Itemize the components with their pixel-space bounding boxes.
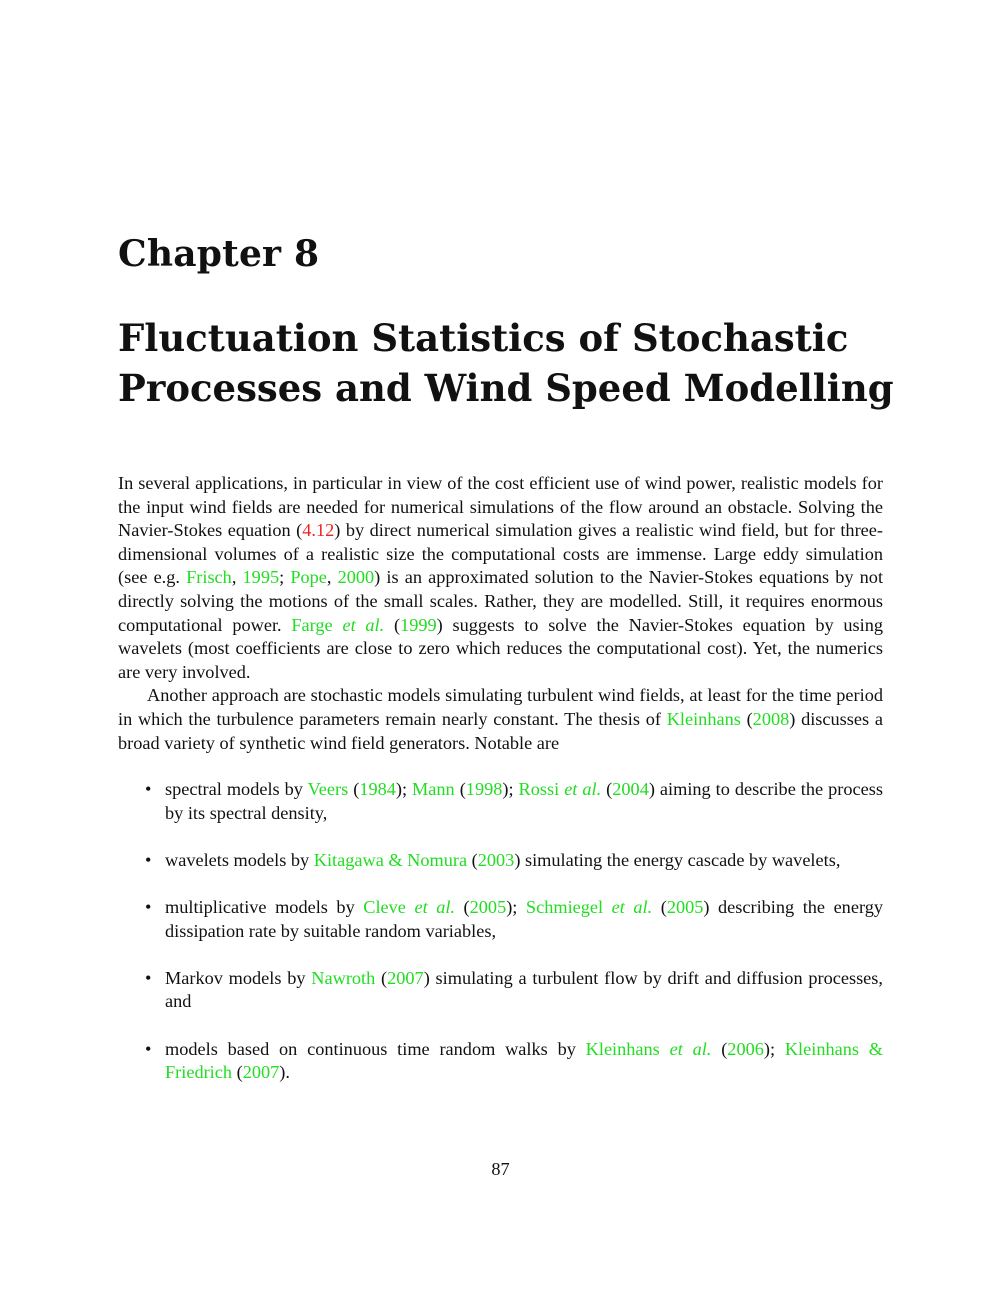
citation-link-nawroth[interactable]: Nawroth [311, 967, 376, 988]
text-run: ) is an approximated solution to the Navier-Stokes equations by not directly solving the motions of the small scales. Rather, they are modelled. Still, it requires enormous computational power. [118, 567, 884, 635]
text-run: ( [601, 779, 613, 800]
et-al: et al. [414, 897, 455, 918]
bullet-icon: • [145, 779, 152, 800]
citation-link-pope-year[interactable]: 2000 [337, 567, 375, 588]
citation-link-kleinhans-etal-year[interactable]: 2006 [727, 1038, 764, 1059]
bullet-icon: • [145, 897, 152, 918]
citation-link-mann[interactable]: Mann [412, 779, 455, 800]
text-run: , [231, 567, 243, 588]
bullet-icon: • [145, 849, 152, 870]
text-run: ( [384, 614, 401, 635]
text-run: ( [711, 1038, 728, 1059]
citation-link-rossi-year[interactable]: 2004 [612, 779, 649, 800]
et-al: et al. [342, 614, 385, 635]
citation-link-veers-year[interactable]: 1984 [359, 779, 396, 800]
citation-link-farge[interactable] [291, 615, 384, 635]
bullet-list [118, 778, 883, 1085]
text-run: ) simulating a turbulent flow by drift and diffusion processes, and [165, 967, 883, 1012]
list-item [118, 849, 883, 873]
text-run: ( [375, 967, 388, 988]
citation-link-kleinhans-etal[interactable] [586, 1039, 712, 1059]
text-run: ); [506, 897, 526, 918]
text-run: models based on continuous time random walks by [165, 1038, 586, 1059]
text-run: ; [279, 567, 291, 588]
text-run: ). [279, 1062, 290, 1083]
et-al: et al. [669, 1038, 712, 1059]
text-run: ) aiming to describe the process by its spectral density, [165, 779, 883, 823]
text-run: ) discusses a broad variety of synthetic wind field generators. Notable are [118, 708, 883, 753]
citation-link-veers[interactable]: Veers [307, 779, 349, 800]
text-run: multiplicative models by [165, 897, 364, 918]
text-run: ( [348, 779, 360, 800]
text-run: spectral models by [165, 779, 308, 800]
body-text [118, 472, 883, 1108]
list-item [118, 896, 883, 943]
list-item [118, 967, 883, 1014]
text-run: ( [652, 897, 667, 918]
citation-link-cleve-year[interactable]: 2005 [469, 897, 507, 918]
citation-link-kleinhans-friedrich[interactable]: Kleinhans & Friedrich [165, 1038, 883, 1083]
citation-link-kleinhans[interactable]: Kleinhans [666, 708, 741, 729]
text-run: ( [232, 1062, 243, 1083]
text-run: ); [763, 1038, 785, 1059]
et-al: et al. [611, 897, 653, 918]
list-item [118, 1038, 883, 1085]
chapter-title-line-2: Processes and Wind Speed Modelling [118, 366, 894, 410]
text-run: In several applications, in particular in view of the cost efficient use of wind power, realistic models for the input wind fields are needed for numerical simulations of the flow around an obstacle. Solving the Navier-Stokes equation ( [118, 473, 883, 541]
citation-link-mann-year[interactable]: 1998 [465, 779, 503, 800]
citation-link-frisch-year[interactable]: 1995 [242, 567, 280, 588]
page [118, 0, 894, 1294]
paragraph-1 [118, 472, 883, 684]
citation-link-kitagawa-nomura[interactable]: Kitagawa & Nomura [313, 849, 468, 870]
text-run: ) by direct numerical simulation gives a realistic wind field, but for three-dimensional volumes of a realistic size the computational costs are immense. Large eddy simulation (see e.g. [118, 520, 883, 588]
citation-author: Schmiegel [525, 897, 604, 918]
chapter-label: Chapter 8 [118, 233, 320, 275]
text-run: Another approach are stochastic models simulating turbulent wind fields, at least for the time period in which the turbulence parameters remain nearly constant. The thesis of [118, 685, 883, 729]
citation-link-rossi[interactable] [519, 779, 602, 799]
et-al: et al. [564, 779, 602, 800]
equation-reference-link[interactable]: 4.12 [302, 520, 335, 541]
text-run: ) describing the energy dissipation rate by suitable random variables, [165, 897, 883, 941]
citation-link-schmiegel-year[interactable]: 2005 [666, 897, 704, 918]
chapter-title-line-1: Fluctuation Statistics of Stochastic [118, 316, 849, 360]
citation-link-kleinhans-friedrich-year[interactable]: 2007 [242, 1062, 280, 1083]
chapter-title [118, 313, 894, 413]
text-run: ); [395, 779, 413, 800]
text-run: wavelets models by [165, 849, 314, 870]
text-run: ); [502, 779, 519, 800]
citation-author: Kleinhans [585, 1038, 660, 1059]
bullet-icon: • [145, 1038, 152, 1059]
citation-link-kleinhans-year[interactable]: 2008 [752, 708, 790, 729]
text-run: ( [740, 708, 753, 729]
citation-author: Cleve [363, 897, 406, 918]
citation-author: Rossi [518, 779, 560, 800]
text-run: Markov models by [165, 967, 312, 988]
citation-link-pope[interactable]: Pope [290, 567, 327, 588]
text-run: , [326, 567, 338, 588]
citation-link-cleve[interactable] [363, 897, 455, 917]
text-run: ) suggests to solve the Navier-Stokes equation by using wavelets (most coefficients are close to zero which reduces the computational cost). Yet, the numerics are very involved. [118, 614, 884, 682]
citation-link-frisch[interactable]: Frisch [186, 567, 232, 588]
citation-link-farge-year[interactable]: 1999 [400, 614, 437, 635]
citation-link-schmiegel[interactable] [526, 897, 652, 917]
text-run: ( [455, 897, 470, 918]
citation-link-nawroth-year[interactable]: 2007 [387, 967, 424, 988]
citation-author: Farge [291, 614, 333, 635]
text-run: ( [454, 779, 466, 800]
page-number: 87 [491, 1159, 510, 1179]
citation-link-kitagawa-nomura-year[interactable]: 2003 [477, 849, 515, 870]
paragraph-2 [118, 684, 883, 755]
text-run: ) simulating the energy cascade by wavelets, [514, 849, 841, 870]
list-item [118, 778, 883, 825]
text-run: ( [467, 849, 478, 870]
bullet-icon: • [145, 967, 152, 988]
